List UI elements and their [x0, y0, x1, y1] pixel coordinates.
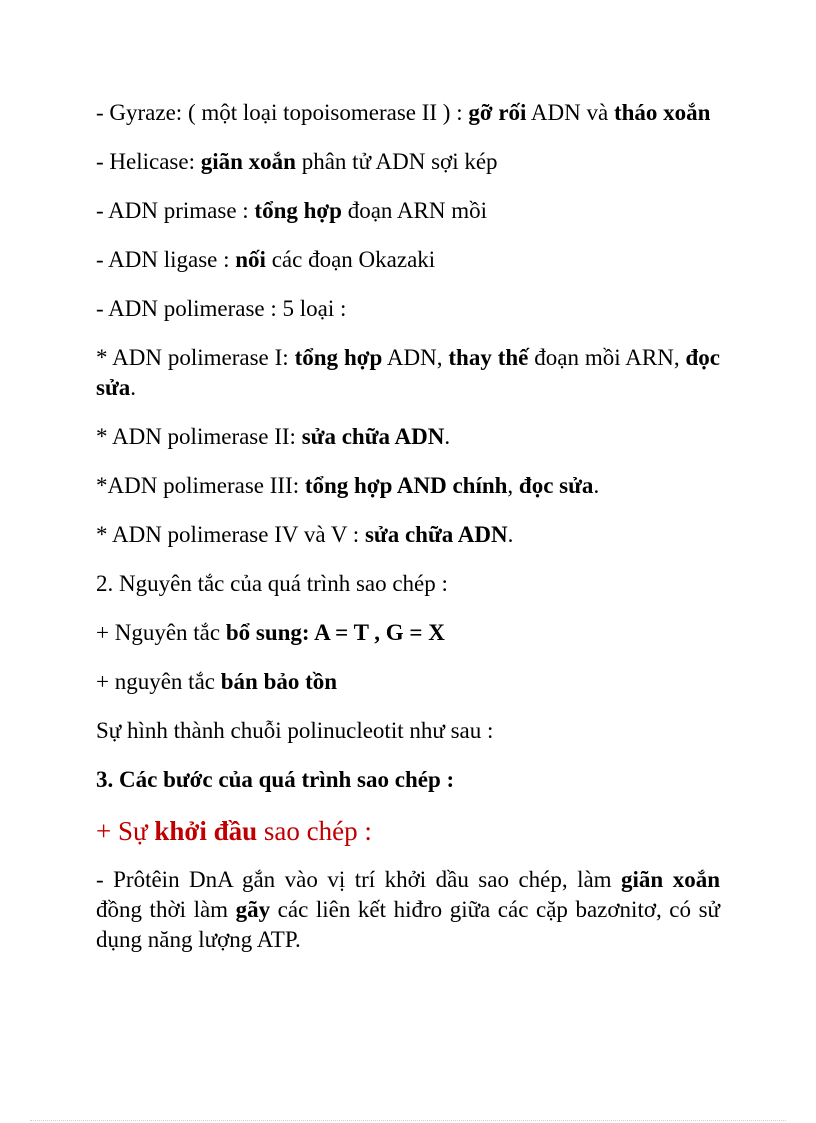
text-run: ,: [507, 473, 519, 498]
bold-run: sửa chữa ADN: [364, 522, 508, 547]
text-run: - Helicase:: [96, 149, 201, 174]
paragraph-helicase: [96, 147, 720, 177]
bold-run: tổng hợp AND chính: [304, 473, 508, 498]
text-run: + Sự: [96, 816, 155, 846]
text-run: * ADN polimerase II:: [96, 424, 302, 449]
text-run: sao chép :: [257, 816, 372, 846]
text-run: .: [507, 522, 514, 547]
text-run: đoạn mồi ARN,: [528, 345, 686, 370]
bold-run: sửa chữa ADN: [301, 424, 445, 449]
document-body: [96, 98, 720, 974]
paragraph-polimerase-4-5: [96, 520, 720, 550]
paragraph-polimerase-2: [96, 422, 720, 452]
text-run: phân tử ADN sợi kép: [295, 149, 498, 174]
text-run: .: [593, 473, 600, 498]
text-run: + Nguyên tắc: [96, 620, 226, 645]
text-run: + nguyên tắc: [96, 669, 221, 694]
paragraph-polimerase-1: [96, 343, 720, 403]
bold-run: 3. Các bước của quá trình sao chép :: [96, 767, 455, 792]
paragraph-principles-heading: [96, 569, 720, 599]
bold-run: gãy: [235, 897, 271, 922]
paragraph-chain-formation: [96, 716, 720, 746]
text-run: các đoạn Okazaki: [265, 247, 436, 272]
bold-run: đọc sửa: [96, 345, 720, 400]
text-run: .: [444, 424, 451, 449]
bold-run: bổ sung: A = T , G = X: [225, 620, 445, 645]
paragraph-polimerase-3: [96, 471, 720, 501]
bold-run: tổng hợp: [254, 198, 342, 223]
text-run: *ADN polimerase III:: [96, 473, 305, 498]
paragraph-polimerase-types: [96, 294, 720, 324]
bold-run: giãn xoắn: [200, 149, 296, 174]
section-heading-steps: [96, 765, 720, 795]
text-run: Sự hình thành chuỗi polinucleotit như sau :: [96, 718, 494, 743]
text-run: * ADN polimerase I:: [96, 345, 295, 370]
text-run: ADN và: [526, 100, 614, 125]
text-run: các liên kết hiđro giữa các cặp bazơnitơ, có sử dụng năng lượng ATP.: [96, 897, 720, 952]
bold-run: giãn xoắn: [621, 867, 720, 892]
paragraph-complementary: [96, 618, 720, 648]
subheading-initiation: [96, 814, 720, 848]
paragraph-semiconservative: [96, 667, 720, 697]
text-run: - Prôtêin DnA gắn vào vị trí khởi dầu sao chép, làm: [96, 867, 622, 892]
text-run: .: [130, 375, 137, 400]
paragraph-dna-protein: [96, 865, 720, 955]
text-run: - ADN polimerase : 5 loại :: [96, 296, 347, 321]
page-bottom-divider: [30, 1120, 786, 1121]
bold-run: nối: [235, 247, 266, 272]
bold-run: tổng hợp: [294, 345, 383, 370]
text-run: ADN,: [382, 345, 449, 370]
paragraph-primase: [96, 196, 720, 226]
text-run: 2. Nguyên tắc của quá trình sao chép :: [96, 571, 448, 596]
text-run: - ADN ligase :: [96, 247, 236, 272]
text-run: đồng thời làm: [96, 897, 236, 922]
text-run: đoạn ARN mồi: [341, 198, 487, 223]
text-run: - ADN primase :: [96, 198, 255, 223]
bold-run: thay thế: [448, 345, 529, 370]
bold-run: đọc sửa: [518, 473, 594, 498]
text-run: - Gyraze: ( một loại topoisomerase II ) :: [96, 100, 469, 125]
text-run: * ADN polimerase IV và V :: [96, 522, 365, 547]
bold-run: gỡ rối: [468, 100, 527, 125]
bold-run: tháo xoắn: [613, 100, 711, 125]
bold-run: bán bảo tồn: [220, 669, 338, 694]
paragraph-ligase: [96, 245, 720, 275]
paragraph-gyraze: [96, 98, 720, 128]
bold-run: khởi đầu: [154, 816, 258, 846]
